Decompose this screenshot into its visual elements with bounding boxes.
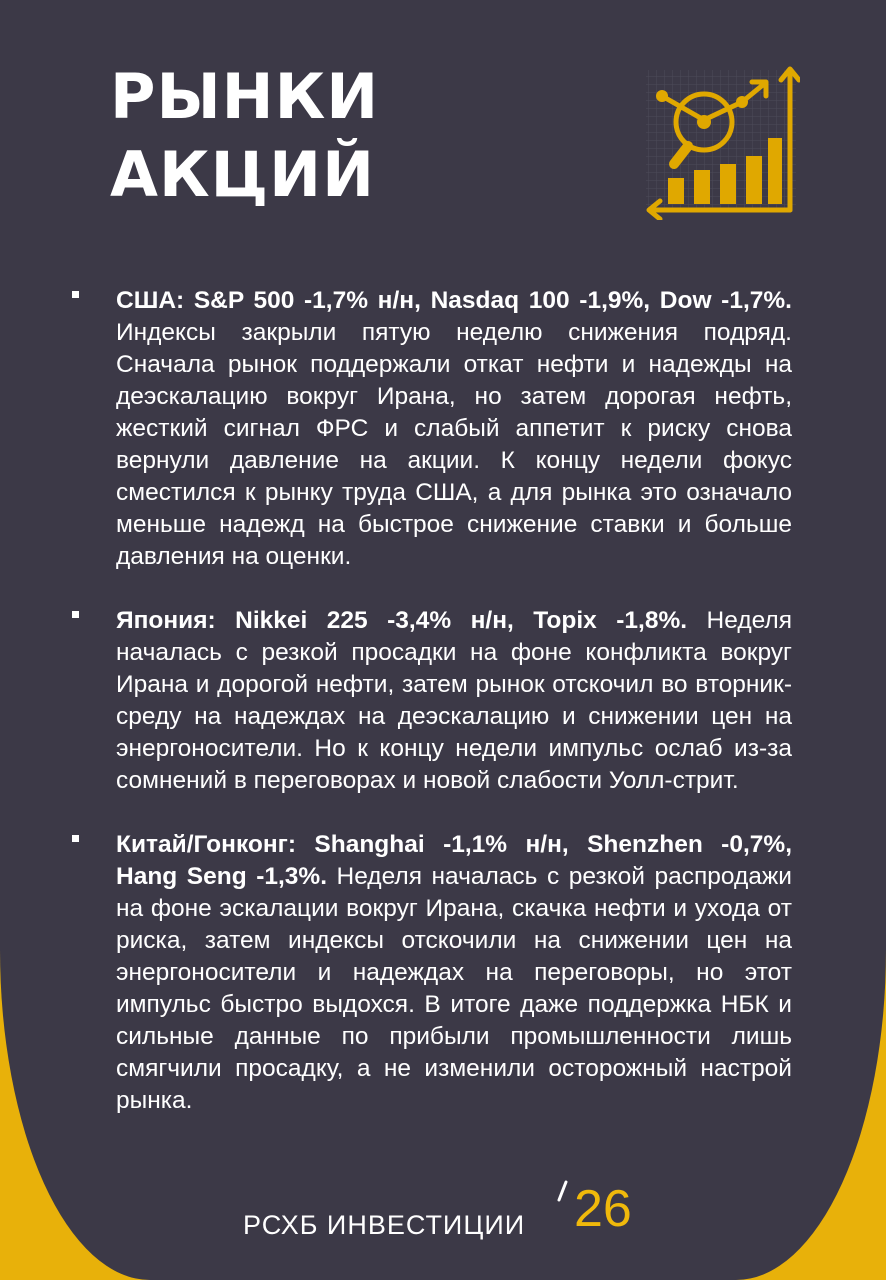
market-item-china (70, 829, 792, 1117)
market-heading: Китай/Гонконг: Shanghai -1,1% н/н, Shenzhen -0,7%, Hang Seng -1,3%. (116, 831, 792, 890)
market-text: Неделя началась с резкой просадки на фоне конфликта вокруг Ирана и дорогой нефти, затем рынок отскочил во вторник-среду на надеждах на деэскалацию и снижении цен на энергоносители. Но к концу недели импульс ослаб из-за сомнений в переговорах и новой слабости Уолл-стрит. (116, 607, 792, 794)
market-item-japan (70, 605, 792, 797)
title-line-2: АКЦИЙ (110, 138, 375, 211)
brand-name: РСХБ ИНВЕСТИЦИИ (243, 1210, 526, 1240)
title-line-1: РЫНКИ (110, 60, 380, 133)
year-apostrophe-mark (556, 1180, 568, 1202)
market-text: Неделя началась с резкой распродажи на фоне эскалации вокруг Ирана, скачка нефти и ухода от риска, затем индексы отскочили на снижении цен на энергоносители и надеждах на переговоры, но этот импульс быстро выдохся. В итоге даже поддержка НБК и сильные данные по прибыли промышленности лишь смягчили просадку, а не изменили осторожный настрой рынка. (116, 863, 792, 1114)
brand-year: 26 (574, 1180, 632, 1238)
market-heading: США: S&P 500 -1,7% н/н, Nasdaq 100 -1,9%, Dow -1,7%. (116, 287, 792, 314)
chart-magnifier-icon (640, 60, 800, 220)
market-item-usa (70, 285, 792, 573)
market-text: Индексы закрыли пятую неделю снижения подряд. Сначала рынок поддержали откат нефти и надежды на деэскалацию вокруг Ирана, но затем дорогая нефть, жесткий сигнал ФРС и слабый аппетит к риску снова вернули давление на акции. К концу недели фокус сместился к рынку труда США, а для рынка это означало меньше надежд на быстрое снижение ставки и больше давления на оценки. (116, 319, 792, 570)
market-list (70, 285, 792, 1149)
bullet-marker (72, 835, 79, 842)
market-heading: Япония: Nikkei 225 -3,4% н/н, Topix -1,8%. (116, 607, 707, 634)
bullet-marker (72, 611, 79, 618)
bullet-marker (72, 291, 79, 298)
footer (0, 1180, 886, 1250)
page-title (110, 58, 379, 214)
